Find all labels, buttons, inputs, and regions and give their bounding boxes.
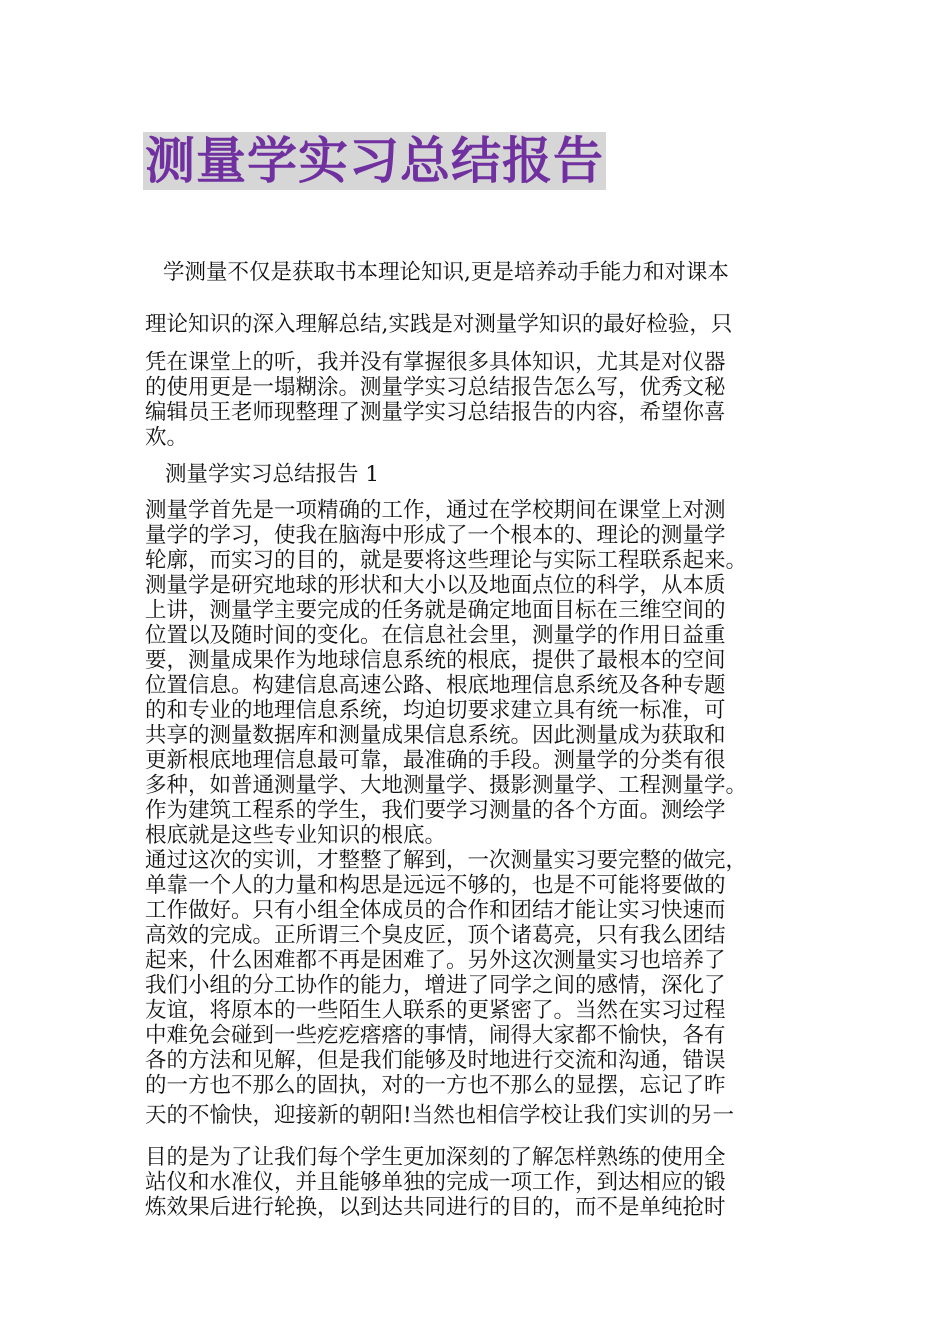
text-line: 起来，什么困难都不再是困难了。另外这次测量实习也培养了 bbox=[145, 948, 726, 973]
text-line: 炼效果后进行轮换，以到达共同进行的目的，而不是单纯抢时 bbox=[145, 1195, 726, 1220]
text-line: 轮廓，而实习的目的，就是要将这些理论与实际工程联系起来。 bbox=[145, 548, 748, 573]
text-line: 友谊，将原本的一些陌生人联系的更紧密了。当然在实习过程 bbox=[145, 998, 726, 1023]
text-line: 我们小组的分工协作的能力，增进了同学之间的感情，深化了 bbox=[145, 973, 726, 998]
text-line: 上讲，测量学主要完成的任务就是确定地面目标在三维空间的 bbox=[145, 598, 726, 623]
text-line: 测量学首先是一项精确的工作，通过在学校期间在课堂上对测 bbox=[145, 498, 726, 523]
text-line: 单靠一个人的力量和构思是远远不够的，也是不可能将要做的 bbox=[145, 873, 726, 898]
intro-line-1: 学测量不仅是获取书本理论知识,更是培养动手能力和对课本 bbox=[163, 260, 729, 285]
text-line: 的一方也不那么的固执，对的一方也不那么的显摆，忘记了昨 bbox=[145, 1073, 726, 1098]
text-line: 通过这次的实训，才整整了解到，一次测量实习要完整的做完， bbox=[145, 848, 748, 873]
section-heading: 测量学实习总结报告 1 bbox=[165, 462, 380, 487]
document-title: 测量学实习总结报告 bbox=[145, 132, 604, 190]
intro-line-2: 理论知识的深入理解总结,实践是对测量学知识的最好检验，只 bbox=[145, 312, 733, 337]
text-line: 更新根底地理信息最可靠，最准确的手段。测量学的分类有很 bbox=[145, 748, 726, 773]
text-line: 要，测量成果作为地球信息系统的根底，提供了最根本的空间 bbox=[145, 648, 726, 673]
text-line: 共享的测量数据库和测量成果信息系统。因此测量成为获取和 bbox=[145, 723, 726, 748]
text-line: 目的是为了让我们每个学生更加深刻的了解怎样熟练的使用全 bbox=[145, 1145, 726, 1170]
paragraph-2-continued-line: 天的不愉快，迎接新的朝阳!当然也相信学校让我们实训的另一 bbox=[145, 1103, 735, 1128]
text-line: 高效的完成。正所谓三个臭皮匠，顶个诸葛亮，只有我么团结 bbox=[145, 923, 726, 948]
intro-paragraph bbox=[145, 350, 810, 450]
text-line: 位置以及随时间的变化。在信息社会里，测量学的作用日益重 bbox=[145, 623, 726, 648]
text-line: 测量学是研究地球的形状和大小以及地面点位的科学，从本质 bbox=[145, 573, 726, 598]
text-line: 位置信息。构建信息高速公路、根底地理信息系统及各种专题 bbox=[145, 673, 726, 698]
text-line: 量学的学习，使我在脑海中形成了一个根本的、理论的测量学 bbox=[145, 523, 726, 548]
text-line: 的使用更是一塌糊涂。测量学实习总结报告怎么写，优秀文秘 bbox=[145, 375, 726, 400]
text-line: 中难免会碰到一些疙疙瘩瘩的事情，闹得大家都不愉快，各有 bbox=[145, 1023, 726, 1048]
final-paragraph bbox=[145, 1145, 810, 1220]
text-line: 站仪和水准仪，并且能够单独的完成一项工作，到达相应的锻 bbox=[145, 1170, 726, 1195]
text-line: 工作做好。只有小组全体成员的合作和团结才能让实习快速而 bbox=[145, 898, 726, 923]
paragraph-1 bbox=[145, 498, 810, 848]
text-line: 欢。 bbox=[145, 425, 189, 450]
text-line: 编辑员王老师现整理了测量学实习总结报告的内容，希望你喜 bbox=[145, 400, 726, 425]
paragraph-2 bbox=[145, 848, 810, 1098]
text-line: 凭在课堂上的听，我并没有掌握很多具体知识，尤其是对仪器 bbox=[145, 350, 726, 375]
text-line: 各的方法和见解，但是我们能够及时地进行交流和沟通，错误 bbox=[145, 1048, 726, 1073]
text-line: 作为建筑工程系的学生，我们要学习测量的各个方面。测绘学 bbox=[145, 798, 726, 823]
text-line: 多种，如普通测量学、大地测量学、摄影测量学、工程测量学。 bbox=[145, 773, 748, 798]
text-line: 的和专业的地理信息系统，均迫切要求建立具有统一标准，可 bbox=[145, 698, 726, 723]
text-line: 根底就是这些专业知识的根底。 bbox=[145, 823, 447, 848]
